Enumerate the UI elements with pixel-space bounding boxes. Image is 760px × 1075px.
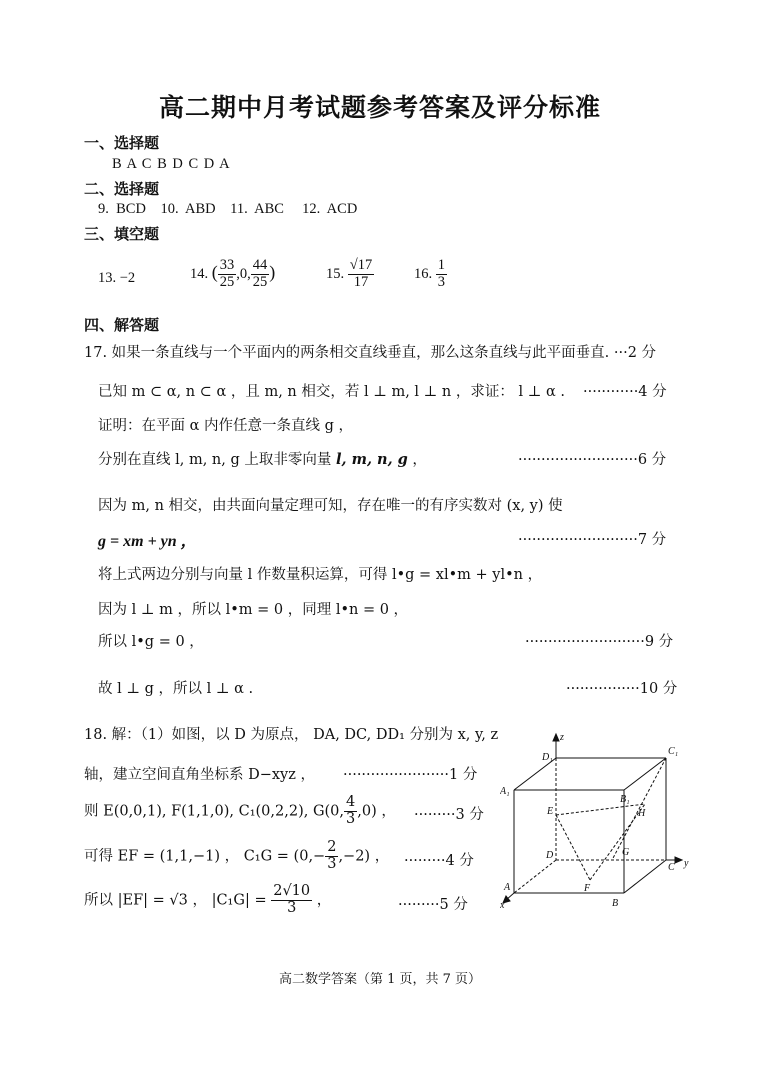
q17-score-4: ············4 分 bbox=[583, 384, 667, 400]
fraction-1-3: $\frac{1}{3}$ bbox=[437, 257, 445, 290]
section-heading-choice: 一、选择题 bbox=[84, 134, 160, 152]
answer-14-label: 14. bbox=[190, 265, 209, 282]
q17-decomposition: g = xm + yn ， bbox=[98, 533, 197, 550]
q17-score-6: ··························6 分 bbox=[518, 452, 667, 468]
answer-16: 16. $\frac{1}{3}$ bbox=[414, 257, 445, 290]
q17-score-10: ················10 分 bbox=[566, 681, 678, 697]
label-e: E bbox=[547, 806, 554, 817]
q17-conclusion: 故 l ⊥ g ，所以 l ⊥ α . bbox=[98, 681, 254, 697]
section-heading-fill: 三、填空题 bbox=[84, 225, 160, 243]
answer-14: 14. ( $\frac{33}{25}$ ,0, $\frac{44}{25}$ ) bbox=[190, 257, 276, 290]
label-a1: A₁ bbox=[500, 786, 510, 797]
q17-proof-start: 证明：在平面 α 内作任意一条直线 g ， bbox=[98, 418, 354, 434]
q18-score-3: ·········3 分 bbox=[414, 807, 484, 823]
label-b: B bbox=[612, 898, 619, 909]
q17-vectors: 分别在直线 l, m, n, g 上取非零向量 l, m, n, g ， bbox=[98, 451, 427, 468]
q18-intro: 18. 解：（1）如图，以 D 为原点， DA, DC, DD₁ 分别为 x, y, z bbox=[84, 727, 499, 743]
label-c1: C₁ bbox=[668, 746, 679, 757]
choice-answers: B A C B D C D A bbox=[112, 156, 230, 172]
label-y: y bbox=[684, 858, 689, 869]
page-title: 高二期中月考试题参考答案及评分标准 bbox=[158, 93, 601, 122]
fraction-sqrt17-17: $\frac{√17}{17}$ bbox=[349, 257, 373, 290]
edge-b-c bbox=[624, 860, 666, 893]
label-h: H bbox=[638, 808, 646, 819]
section-heading-multi-choice: 二、选择题 bbox=[84, 180, 160, 198]
label-b1: B₁ bbox=[620, 794, 630, 805]
label-c: C bbox=[668, 862, 675, 873]
q18-points: 则 E(0,0,1), F(1,1,0), C₁(0,2,2), G(0, $\frac{4}{3}$ ,0) ， bbox=[84, 794, 396, 827]
label-d: D bbox=[546, 850, 554, 861]
q17-lg-zero: 所以 l•g = 0 ， bbox=[98, 634, 204, 650]
q18-vectors: 可得 EF = (1,1,−1) ， C₁G = (0,− $\frac{2}{3}$ ,−2) ， bbox=[84, 839, 390, 872]
fraction-33-25: $\frac{33}{25}$ bbox=[219, 257, 235, 290]
segment-e-f bbox=[556, 815, 590, 880]
z-axis-arrow bbox=[553, 734, 559, 741]
segment-e-h bbox=[556, 804, 645, 815]
multi-choice-answers: 9. BCD 10. ABD 11. ABC 12. ACD bbox=[98, 201, 358, 217]
fraction-44-25: $\frac{44}{25}$ bbox=[252, 257, 268, 290]
q18-coordinate-system: 轴，建立空间直角坐标系 D−xyz ， bbox=[84, 767, 316, 783]
q17-score-9: ··························9 分 bbox=[525, 634, 674, 650]
edge-d-a-hidden bbox=[514, 860, 556, 893]
q17-score-7: ··························7 分 bbox=[518, 532, 667, 548]
label-g: G bbox=[622, 847, 630, 858]
fraction-4-3: $\frac{4}{3}$ bbox=[346, 794, 356, 827]
answer-15: 15. $\frac{√17}{17}$ bbox=[326, 257, 373, 290]
label-d1: D₁ bbox=[542, 752, 553, 763]
q18-score-5: ·········5 分 bbox=[398, 897, 468, 913]
segment-f-h bbox=[590, 804, 645, 880]
answer-13: 13. −2 bbox=[98, 270, 136, 286]
fraction-2-3: $\frac{2}{3}$ bbox=[327, 839, 337, 872]
q17-theorem: 17. 如果一条直线与一个平面内的两条相交直线垂直，那么这条直线与此平面垂直. ···2 分 bbox=[84, 345, 657, 361]
q18-magnitudes: 所以 |EF| = √3 ， |C₁G| = $\frac{2√10}{3}$ ， bbox=[84, 883, 332, 916]
y-axis-arrow bbox=[675, 857, 682, 863]
cube-figure bbox=[500, 730, 700, 910]
q17-perpendicular: 因为 l ⊥ m ，所以 l•m = 0 ，同理 l•n = 0 ， bbox=[98, 602, 409, 618]
q18-score-4: ·········4 分 bbox=[404, 853, 474, 869]
q17-coplanar: 因为 m, n 相交，由共面向量定理可知，存在唯一的有序实数对 (x, y) 使 bbox=[98, 498, 563, 514]
label-a: A bbox=[504, 882, 511, 893]
q18-score-1: ·······················1 分 bbox=[343, 767, 478, 783]
label-x: x bbox=[500, 900, 505, 910]
label-f: F bbox=[584, 883, 591, 894]
page-footer: 高二数学答案（第 1 页，共 7 页） bbox=[278, 972, 482, 987]
label-z: z bbox=[560, 732, 564, 743]
section-heading-solutions: 四、解答题 bbox=[84, 316, 160, 334]
edge-b1-c1 bbox=[624, 758, 666, 790]
fraction-2sqrt10-3: $\frac{2√10}{3}$ bbox=[273, 883, 311, 916]
q17-given: 已知 m ⊂ α, n ⊂ α ，且 m, n 相交，若 l ⊥ m, l ⊥ n ，求证： l ⊥ α . bbox=[98, 384, 565, 400]
q17-dot-product: 将上式两边分别与向量 l 作数量积运算，可得 l•g = xl•m + yl•n ， bbox=[98, 567, 543, 583]
